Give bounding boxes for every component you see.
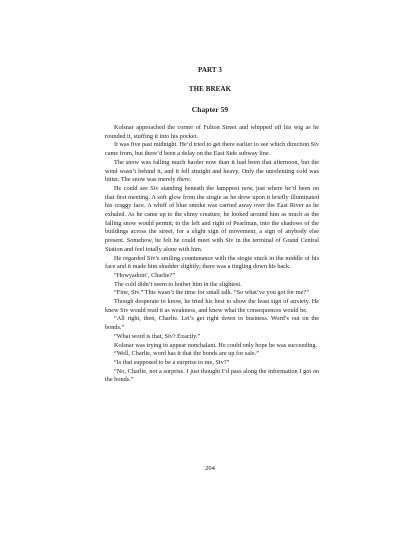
paragraph: “Fine, Siv.” This wasn’t the time for small talk. “So what’ve you got for me?” bbox=[114, 289, 309, 297]
paragraph bbox=[105, 159, 319, 185]
paragraph: “All right, then, Charlie. Let’s get right down to business. Word’s out on the bonds.” bbox=[105, 315, 319, 332]
paragraph: “No, Charlie, not a surprise. I just thought I’d pass along the information I got on the bonds.” bbox=[105, 367, 319, 384]
paragraph: “Well, Charlie, word has it that the bonds are up for sale.” bbox=[114, 350, 259, 358]
chapter-body bbox=[105, 124, 319, 385]
paragraph: “Howyadoin’, Charlie?” bbox=[114, 271, 176, 279]
paragraph: Kolsnar was trying to appear nonchalant. He could only hope he was succeeding. bbox=[114, 341, 318, 349]
part-heading: PART 3 bbox=[197, 66, 222, 74]
paragraph: “What word is that, Siv? Exactly.” bbox=[114, 332, 201, 340]
paragraph-text: The snow was falling much harder now than it had been that afternoon, but the wind wasn’t behind it, and it fell straight and heavy. Only the unrelenting cold was bitter. The snow was merely bbox=[105, 158, 319, 184]
paragraph: He could see Siv standing beneath the lamppost now, just where he’d been on that first meeting. A soft glow from the stogie as he drew upon it briefly illuminated his craggy face. A whiff of blue smoke was carried away over the East River as he exhaled. As he came up to the slimy creature, he looked around him as much as the falling snow would permit; to the left and right of Pearlman, into the shadows of the buildings across the street, for a slight sign of movement, a sign of anybody else present. Somehow, he felt he could meet with Siv in the terminal of Grand Central Station and feel totally alone with him. bbox=[105, 184, 319, 253]
page-number: 204 bbox=[205, 465, 215, 472]
paragraph: It was five past midnight. He’d tried to get there earlier to see which direction Siv came from, but there’d been a delay on the East Side subway line. bbox=[105, 141, 319, 158]
emphasized-word: there bbox=[177, 176, 190, 184]
chapter-heading: Chapter 59 bbox=[191, 105, 229, 114]
part-title: THE BREAK bbox=[188, 85, 232, 93]
paragraph: Though desperate to know, he tried his best to show the least sign of anxiety. He knew Siv would read it as weakness, and knew what the consequences would be. bbox=[105, 298, 319, 314]
paragraph: He regarded Siv’s smiling countenance with the stogie stuck in the middle of his face and it made him shudder slightly; there was a tingling down his back. bbox=[105, 254, 319, 271]
paragraph: Kolsnar approached the corner of Fulton Street and whipped off his wig as he rounded it, stuffing it into his pocket. bbox=[105, 124, 319, 140]
paragraph: “Is that supposed to be a surprise to me, Siv?” bbox=[114, 358, 230, 366]
paragraph-end: . bbox=[189, 176, 192, 184]
paragraph: The cold didn’t seem to bother him in the slightest. bbox=[114, 280, 242, 288]
